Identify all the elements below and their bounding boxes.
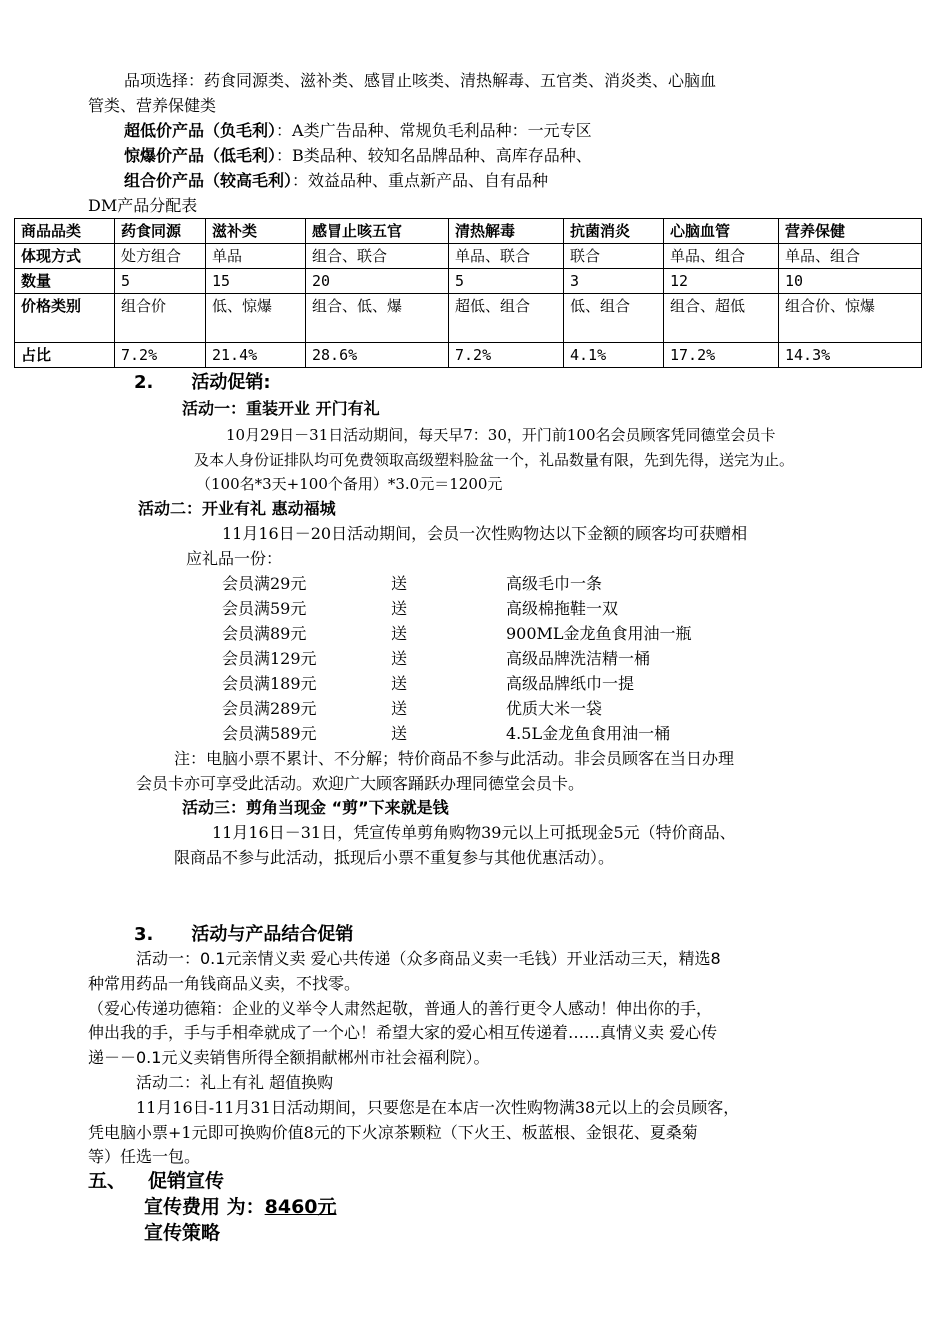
- gift-amount: 会员满189元: [222, 674, 317, 693]
- price-row-text: ：效益品种、重点新产品、自有品种: [292, 171, 549, 190]
- cost-value: 8460元: [264, 1196, 337, 1218]
- gift-item: 高级品牌纸巾一提: [506, 674, 635, 693]
- paragraph-line: 种常用药品一角钱商品义卖，不找零。: [88, 974, 361, 993]
- paragraph-line: 11月16日－31日，凭宣传单剪角购物39元以上可抵现金5元（特价商品、: [212, 823, 736, 842]
- section-number: 3.: [134, 924, 154, 945]
- table-cell: 组合、超低: [664, 294, 779, 343]
- activity-title: 活动一：重装开业 开门有礼: [182, 399, 380, 418]
- activity-title: 活动三：剪角当现金 “剪”下来就是钱: [182, 798, 449, 817]
- table-header-cell: 商品品类: [15, 219, 115, 244]
- table-cell: 组合价: [115, 294, 206, 343]
- table-cell: 联合: [564, 244, 664, 269]
- table-header-cell: 药食同源: [115, 219, 206, 244]
- gift-verb: 送: [391, 724, 408, 743]
- gift-item: 高级棉拖鞋一双: [506, 599, 619, 618]
- gift-amount: 会员满89元: [222, 624, 307, 643]
- section-heading: [134, 924, 353, 946]
- gift-amount: 会员满589元: [222, 724, 317, 743]
- paragraph-line: 活动一：0.1元亲情义卖 爱心共传递（众多商品义卖一毛钱）开业活动三天，精选8: [136, 949, 721, 968]
- table-cell: 12: [664, 269, 779, 294]
- price-row-text: ：B类品种、较知名品牌品种、高库存品种、: [276, 146, 592, 165]
- table-title: DM产品分配表: [88, 196, 198, 215]
- price-row-label: 组合价产品（较高毛利）: [124, 171, 293, 190]
- activity-title: 活动二：礼上有礼 超值换购: [136, 1073, 334, 1092]
- price-row-label: 超低价产品（负毛利）: [124, 121, 277, 140]
- gift-verb: 送: [391, 649, 408, 668]
- table-cell: 7.2%: [115, 343, 206, 368]
- price-row: [124, 170, 548, 192]
- table-cell: 28.6%: [306, 343, 449, 368]
- paragraph-line: （100名*3天+100个备用）*3.0元＝1200元: [196, 475, 503, 493]
- intro-line: 管类、营养保健类: [88, 96, 217, 115]
- gift-amount: 会员满29元: [222, 574, 307, 593]
- gift-amount: 会员满289元: [222, 699, 317, 718]
- section-number: 五、: [88, 1170, 127, 1192]
- table-cell: 组合价、惊爆: [779, 294, 922, 343]
- paragraph-line: 应礼品一份：: [186, 549, 283, 568]
- gift-amount: 会员满59元: [222, 599, 307, 618]
- activity-title: 活动二：开业有礼 惠动福城: [138, 499, 336, 518]
- gift-item: 900ML金龙鱼食用油一瓶: [506, 624, 692, 643]
- gift-verb: 送: [391, 699, 408, 718]
- table-header-cell: 心脑血管: [664, 219, 779, 244]
- section-heading: [134, 372, 271, 394]
- cost-label: 宣传费用 为：: [144, 1196, 265, 1218]
- table-cell: 单品、组合: [664, 244, 779, 269]
- table-header-cell: 抗菌消炎: [564, 219, 664, 244]
- table-row-header: 体现方式: [15, 244, 115, 269]
- table-header-cell: 滋补类: [206, 219, 306, 244]
- price-row: [124, 120, 592, 142]
- paragraph-line: 会员卡亦可享受此活动。欢迎广大顾客踊跃办理同德堂会员卡。: [136, 774, 585, 793]
- table-cell: 单品、组合: [779, 244, 922, 269]
- paragraph-line: 及本人身份证排队均可免费领取高级塑料脸盆一个，礼品数量有限，先到先得，送完为止。: [194, 451, 795, 469]
- section-title: 活动促销:: [191, 372, 271, 393]
- section-number: 2.: [134, 372, 154, 393]
- table-row-header: 数量: [15, 269, 115, 294]
- table-row-header: 价格类别: [15, 294, 115, 343]
- intro-line: 品项选择：药食同源类、滋补类、感冒止咳类、清热解毒、五官类、消炎类、心脑血: [124, 71, 717, 90]
- dm-distribution-table: [14, 218, 922, 368]
- table-header-cell: 感冒止咳五官: [306, 219, 449, 244]
- table-cell: 3: [564, 269, 664, 294]
- gift-item: 高级品牌洗洁精一桶: [506, 649, 651, 668]
- paragraph-line: 伸出我的手，手与手相牵就成了一个心！希望大家的爱心相互传递着……真情义卖 爱心传: [88, 1023, 718, 1042]
- table-cell: 组合、低、爆: [306, 294, 449, 343]
- table-row-header: 占比: [15, 343, 115, 368]
- table-row: [15, 294, 922, 343]
- price-row-label: 惊爆价产品（低毛利）: [124, 146, 277, 165]
- paragraph-line: 注：电脑小票不累计、不分解；特价商品不参与此活动。非会员顾客在当日办理: [174, 749, 735, 768]
- table-header-cell: 营养保健: [779, 219, 922, 244]
- table-row: [15, 269, 922, 294]
- paragraph-line: 凭电脑小票+1元即可换购价值8元的下火凉茶颗粒（下火王、板蓝根、金银花、夏桑菊: [88, 1123, 698, 1142]
- table-cell: 超低、组合: [449, 294, 564, 343]
- gift-amount: 会员满129元: [222, 649, 317, 668]
- table-cell: 14.3%: [779, 343, 922, 368]
- table-cell: 5: [449, 269, 564, 294]
- table-cell: 15: [206, 269, 306, 294]
- section-title: 活动与产品结合促销: [191, 924, 354, 945]
- table-cell: 低、惊爆: [206, 294, 306, 343]
- gift-verb: 送: [391, 574, 408, 593]
- paragraph-line: 11月16日-11月31日活动期间，只要您是在本店一次性购物满38元以上的会员顾客，: [136, 1098, 740, 1117]
- paragraph-line: 等）任选一包。: [88, 1147, 201, 1166]
- table-header-cell: 清热解毒: [449, 219, 564, 244]
- table-cell: 21.4%: [206, 343, 306, 368]
- table-cell: 低、组合: [564, 294, 664, 343]
- cost-line: [144, 1196, 337, 1218]
- section-title: 促销宣传: [148, 1170, 225, 1192]
- table-cell: 单品、联合: [449, 244, 564, 269]
- strategy-heading: 宣传策略: [144, 1222, 221, 1244]
- paragraph-line: 递－－0.1元义卖销售所得全额捐献郴州市社会福利院）。: [88, 1048, 490, 1067]
- table-cell: 20: [306, 269, 449, 294]
- paragraph-line: 10月29日－31日活动期间，每天早7：30，开门前100名会员顾客凭同德堂会员卡: [226, 426, 776, 444]
- table-cell: 5: [115, 269, 206, 294]
- price-row-text: ：A类广告品种、常规负毛利品种：一元专区: [276, 121, 592, 140]
- table-cell: 7.2%: [449, 343, 564, 368]
- paragraph-line: （爱心传递功德箱：企业的义举令人肃然起敬，普通人的善行更令人感动！伸出你的手，: [88, 999, 713, 1018]
- gift-item: 高级毛巾一条: [506, 574, 603, 593]
- table-row: [15, 244, 922, 269]
- price-row: [124, 145, 592, 167]
- table-cell: 处方组合: [115, 244, 206, 269]
- gift-item: 优质大米一袋: [506, 699, 603, 718]
- table-header-row: [15, 219, 922, 244]
- gift-item: 4.5L金龙鱼食用油一桶: [506, 724, 671, 743]
- table-cell: 17.2%: [664, 343, 779, 368]
- table-row: [15, 343, 922, 368]
- paragraph-line: 限商品不参与此活动，抵现后小票不重复参与其他优惠活动）。: [174, 848, 615, 867]
- table-cell: 4.1%: [564, 343, 664, 368]
- table-cell: 单品: [206, 244, 306, 269]
- table-cell: 组合、联合: [306, 244, 449, 269]
- table-cell: 10: [779, 269, 922, 294]
- gift-verb: 送: [391, 624, 408, 643]
- paragraph-line: 11月16日－20日活动期间，会员一次性购物达以下金额的顾客均可获赠相: [222, 524, 748, 543]
- section-heading: [88, 1170, 224, 1192]
- gift-verb: 送: [391, 599, 408, 618]
- gift-verb: 送: [391, 674, 408, 693]
